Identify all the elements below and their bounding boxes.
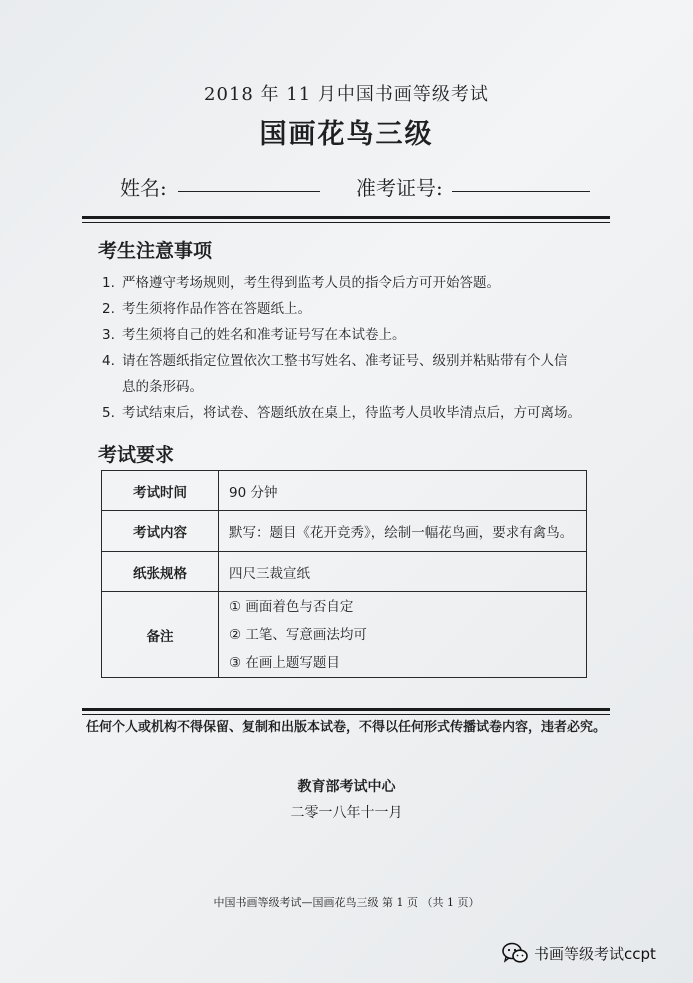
row-key: 备注 — [102, 592, 219, 678]
bottom-rule-thick — [82, 708, 610, 711]
name-label: 姓名: — [120, 176, 167, 200]
notice-text-continued: 息的条形码。 — [122, 379, 203, 395]
table-row — [102, 592, 587, 678]
notice-item — [102, 296, 602, 322]
row-value: 默写：题目《花开竞秀》，绘制一幅花鸟画，要求有禽鸟。 — [219, 511, 587, 552]
subject-title: 国画花鸟三级 — [259, 119, 434, 150]
notice-item — [102, 400, 602, 426]
row-key: 纸张规格 — [102, 552, 219, 592]
note-line: ① 画面着色与否自定 — [229, 598, 354, 615]
notice-item — [102, 322, 602, 348]
table-row — [102, 511, 587, 552]
notice-number: 4. — [102, 353, 115, 369]
notes-cell — [219, 592, 587, 678]
row-key: 考试时间 — [102, 471, 219, 511]
notice-text: 考试结束后，将试卷、答题纸放在桌上，待监考人员收毕清点后，方可离场。 — [122, 405, 581, 421]
top-rule-thick — [82, 216, 610, 219]
issue-date: 二零一八年十一月 — [290, 805, 403, 821]
notice-number: 5. — [102, 405, 115, 421]
id-label: 准考证号: — [356, 176, 443, 200]
table-row — [102, 471, 587, 511]
table-row — [102, 552, 587, 592]
copyright-notice: 任何个人或机构不得保留、复制和出版本试卷，不得以任何形式传播试卷内容，违者必究。 — [86, 720, 607, 735]
issuer: 教育部考试中心 — [297, 779, 396, 795]
notice-text: 严格遵守考场规则，考生得到监考人员的指令后方可开始答题。 — [122, 275, 500, 291]
requirements-table — [101, 470, 587, 678]
notice-number: 1. — [102, 275, 115, 291]
notice-number: 2. — [102, 301, 115, 317]
id-blank-line — [452, 190, 590, 192]
row-value: 四尺三裁宣纸 — [219, 552, 587, 592]
row-key: 考试内容 — [102, 511, 219, 552]
top-rule-thin — [82, 222, 610, 223]
notice-text: 请在答题纸指定位置依次工整书写姓名、准考证号、级别并粘贴带有个人信 — [122, 353, 568, 369]
note-line: ③ 在画上题写题目 — [229, 654, 340, 671]
notice-item — [102, 348, 602, 374]
name-blank-line — [178, 190, 320, 192]
notices-list — [102, 270, 602, 426]
watermark — [502, 938, 656, 968]
bottom-rule-thin — [82, 714, 610, 715]
watermark-text: 书画等级考试ccpt — [534, 944, 656, 963]
wechat-icon — [502, 942, 528, 964]
exam-title: 2018 年 11 月中国书画等级考试 — [204, 84, 489, 105]
requirements-heading: 考试要求 — [98, 444, 175, 466]
notice-item — [102, 270, 602, 296]
notice-text: 考生须将作品作答在答题纸上。 — [122, 301, 311, 317]
page-footer: 中国书画等级考试—国画花鸟三级 第 1 页 （共 1 页） — [213, 896, 480, 909]
notices-heading: 考生注意事项 — [98, 240, 213, 262]
note-line: ② 工笔、写意画法均可 — [229, 626, 367, 643]
notice-number: 3. — [102, 327, 115, 343]
row-value: 90 分钟 — [219, 471, 587, 511]
notice-text: 考生须将自己的姓名和准考证号写在本试卷上。 — [122, 327, 406, 343]
